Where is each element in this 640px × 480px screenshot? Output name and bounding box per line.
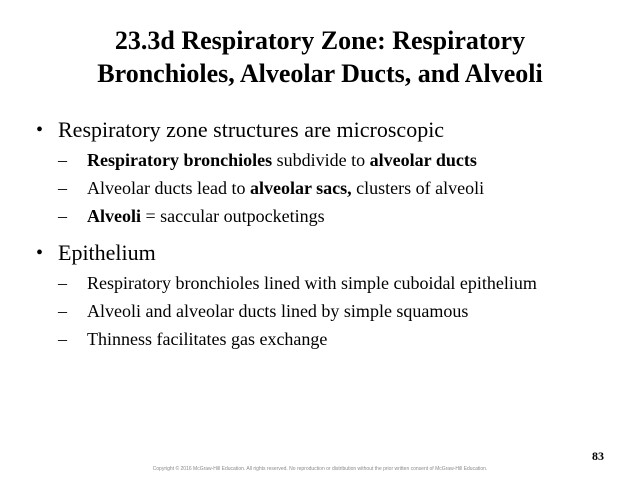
bullet-text: Respiratory zone structures are microscopic xyxy=(58,117,445,142)
bold-term: Alveoli xyxy=(87,206,141,226)
sub-bullet-item xyxy=(36,177,616,200)
sub-bullet-item xyxy=(36,149,616,172)
dash-icon: – xyxy=(58,150,67,170)
slide-title-line-2: Bronchioles, Alveolar Ducts, and Alveoli xyxy=(97,59,543,88)
slide-title xyxy=(40,24,600,90)
sub-bullet-text: clusters of alveoli xyxy=(351,178,485,198)
slide-content xyxy=(36,116,616,356)
sub-bullet-text: Alveolar ducts lead to xyxy=(87,178,250,198)
sub-bullet-item xyxy=(36,272,616,295)
bullet-item xyxy=(36,116,616,144)
slide-title-line-1: 23.3d Respiratory Zone: Respiratory xyxy=(114,26,526,55)
dash-icon: – xyxy=(58,273,67,293)
page-number: 83 xyxy=(592,449,604,463)
dash-icon: – xyxy=(58,301,67,321)
dash-icon: – xyxy=(58,329,67,349)
sub-bullet-item xyxy=(36,205,616,228)
sub-bullet-item xyxy=(36,328,616,351)
dash-icon: – xyxy=(58,206,67,226)
sub-bullet-text: subdivide to xyxy=(272,150,370,170)
bullet-item xyxy=(36,239,616,267)
sub-bullet-text: Respiratory bronchioles lined with simple cuboidal epithelium xyxy=(87,273,537,293)
bullet-text: Epithelium xyxy=(58,240,156,265)
bullet-icon: • xyxy=(36,119,44,141)
sub-bullet-text: Thinness facilitates gas exchange xyxy=(87,329,328,349)
sub-bullet-item xyxy=(36,300,616,323)
sub-bullet-text: = saccular outpocketings xyxy=(141,206,325,226)
copyright-notice: Copyright © 2016 McGraw-Hill Education. All rights reserved. No reproduction or distribution without the prior written consent of McGraw-Hill Education. xyxy=(152,466,488,472)
bold-term: alveolar sacs, xyxy=(249,178,352,198)
bullet-icon: • xyxy=(36,242,44,264)
dash-icon: – xyxy=(58,178,67,198)
bold-term: Respiratory bronchioles xyxy=(87,150,273,170)
bold-term: alveolar ducts xyxy=(369,150,477,170)
sub-bullet-text: Alveoli and alveolar ducts lined by simple squamous xyxy=(87,301,469,321)
